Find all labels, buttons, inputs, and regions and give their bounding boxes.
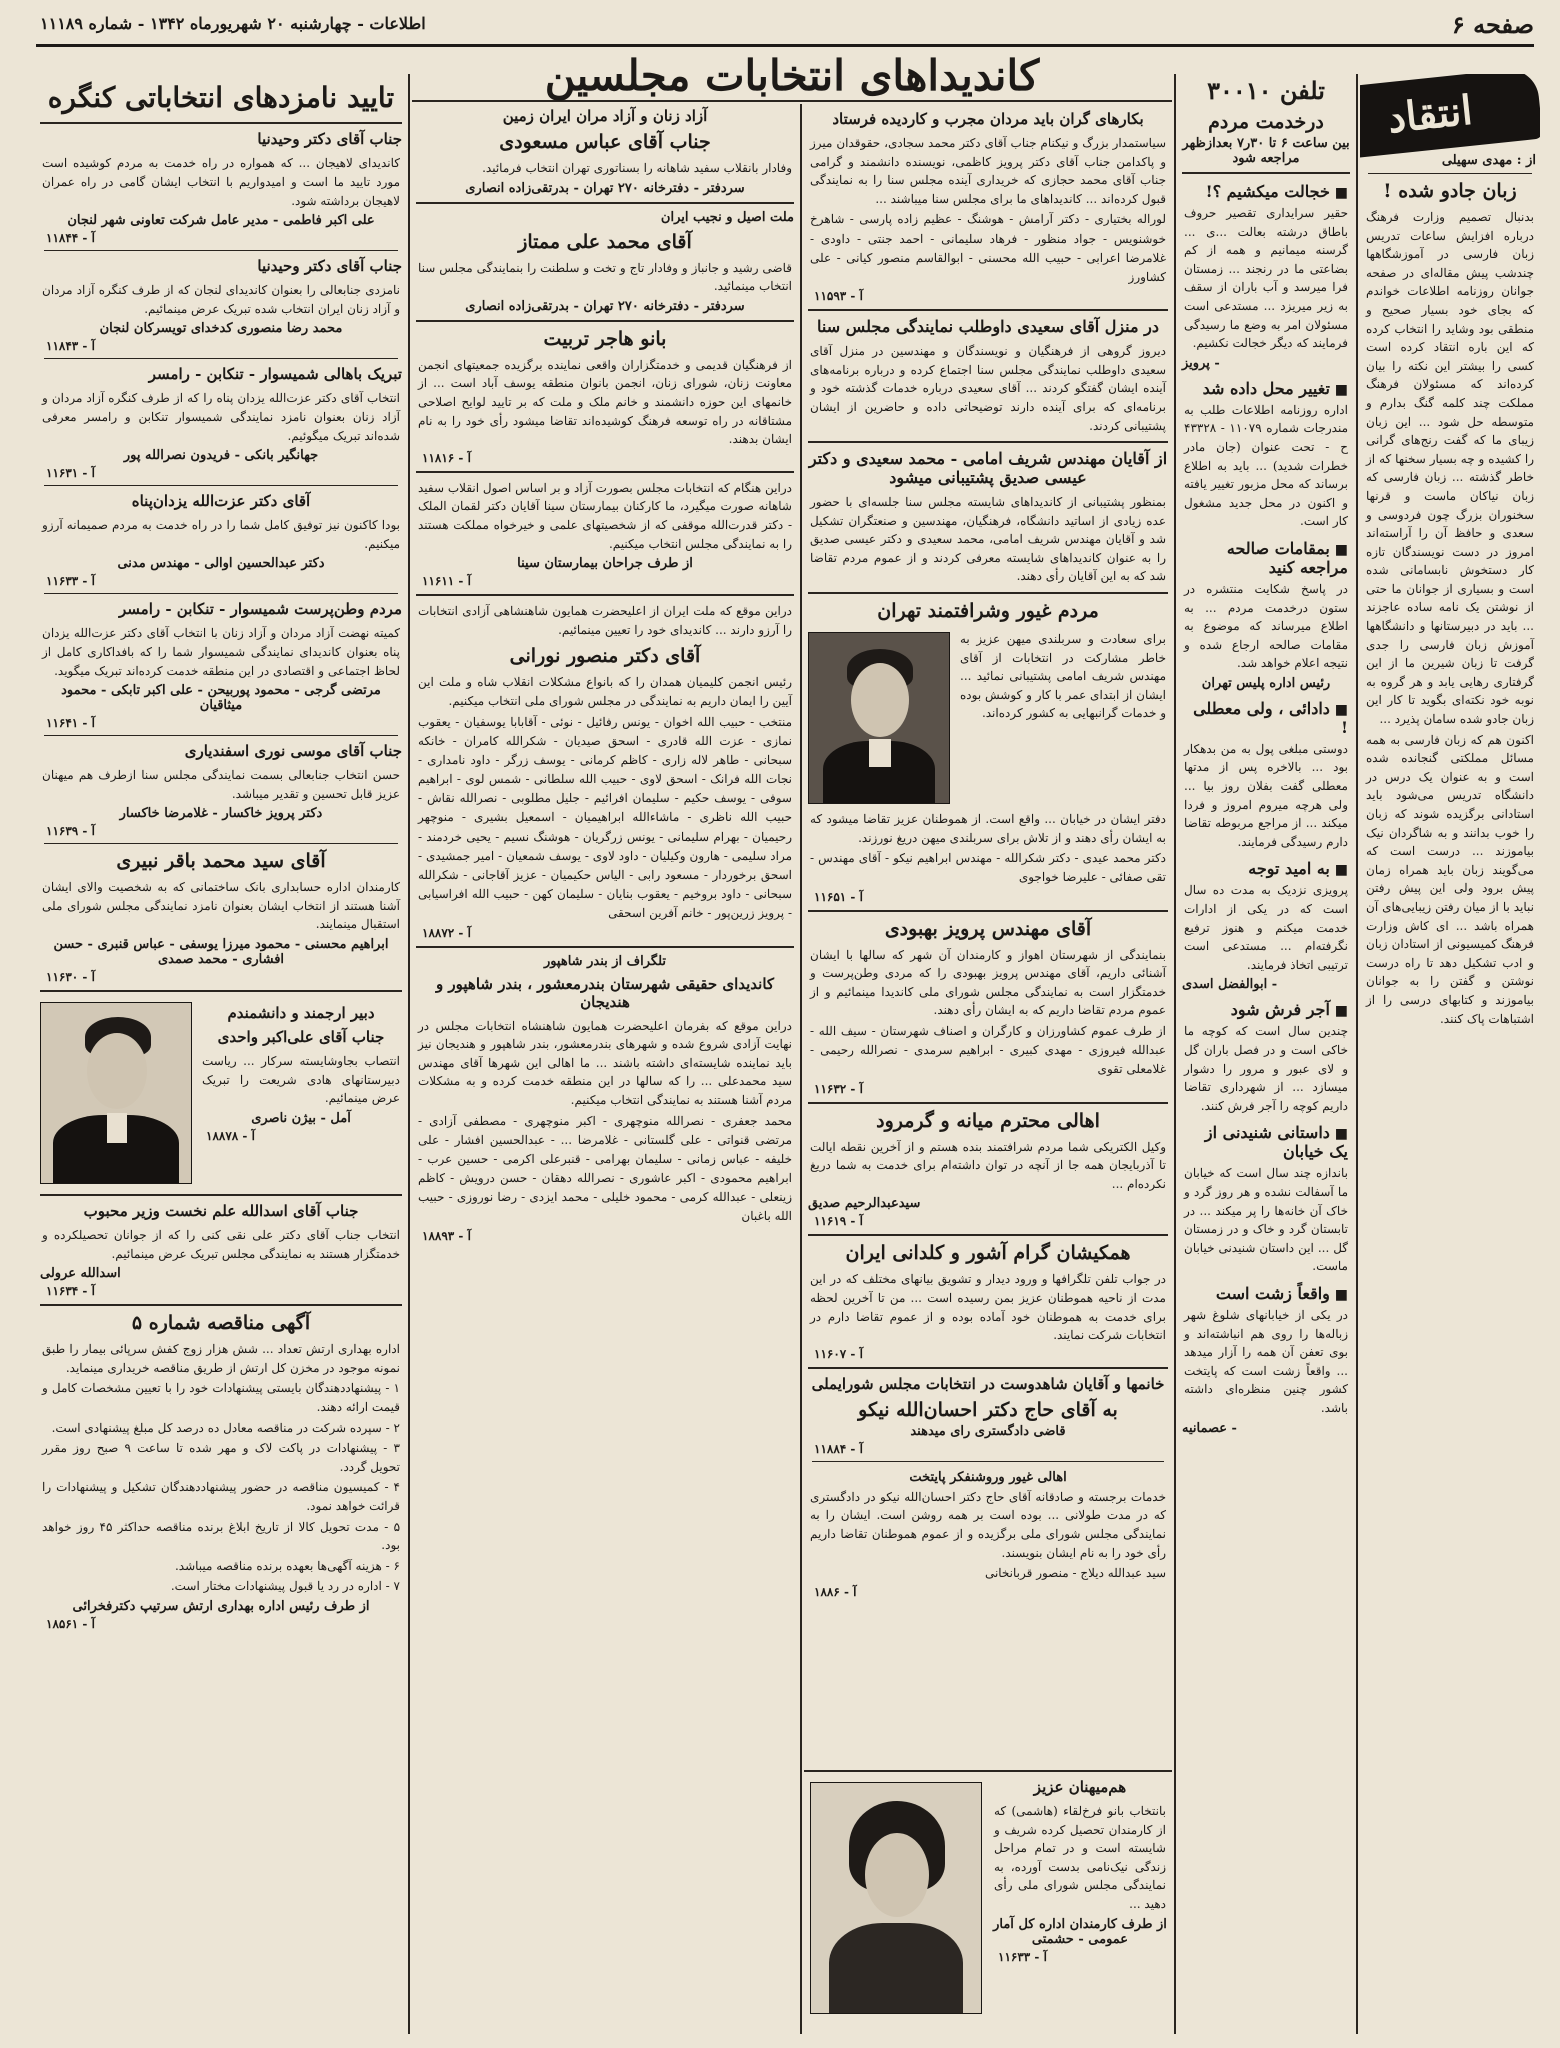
page-header xyxy=(0,0,1560,50)
main-title: کاندیداهای انتخابات مجلسین xyxy=(412,52,1172,102)
item-body: نامزدی جنابعالی را بعنوان کاندیدای لنجان که از طرف کنگره آزاد مردان و آزاد زنان ایران انتخاب شده تبریک عرض مینمائیم. xyxy=(42,283,400,316)
noorani-names: منتخب - حبیب الله اخوان - یونس رفائیل - نوئی - آقابابا یوسفیان - یعقوب نمازی - عزت الله قادری - اسحق صیدیان - شکرالله کامران - خانکه سبحانی - طاهر لاله زاری - کاظم کرمانی - یوسف زرگر - داود نامداری - نجات الله فرانک - اسحق لاوی - حبیب الله سلطانی - شمس لوی - ابراهیم سوفی - یوسف حکیم - سلیمان افرائیم - جلیل مطلوبی - نصرالله نقاش - حبیب الله ناظری - ماشاءالله ابراهیمیان - اسمعیل بشیری - منوچهر رحیمیان - بهرام سلیمانی - یونس زرگریان - هوشنگ نسیم - یحیی خردمند - مراد سلیمی - هارون وکیلیان - داود لاوی - یوسف شمعیان - امیر جمشیدی - اسحق برخوردار - مسعود رابی - الیاس حکیمیان - عزیز آقاجانی - شکرالله سبحانی - داود بروخیم - یعقوب بنایان - سلیمان کهن - حبیب الله افراسیابی - پرویز زرین‌پور - خانم آفرین اسحقی xyxy=(418,714,792,921)
mianeh-sign: سیدعبدالرحیم صدیق xyxy=(808,1196,921,1212)
item-body: کمیته نهضت آزاد مردان و آزاد زنان با انتخاب آقای دکتر عزت‌الله یزدان پناه بعنوان کاندیدای نمایندگی شمیسوار شما را که بافداکاری کامل از لحاظ اجتماعی و اقتصادی در این منطقه خدمت کرده‌اند تبریک میگوید. xyxy=(42,626,400,678)
ad-ref: آ - ۱۱۵۹۳ xyxy=(814,289,863,304)
header-rule xyxy=(36,44,1534,47)
complaint-sign: - پرویز xyxy=(1182,355,1220,371)
congress-item xyxy=(36,850,406,984)
complaint-body: در یکی از خیابانهای شلوغ شهر زباله‌ها را روی هم انباشته‌اند و بوی تعفن آن همه را آزار میدهد ... واقعاً زشت است که پایتخت کشور چنین منظره‌ای داشته باشد. xyxy=(1184,1307,1348,1415)
ghayour-title: مردم غیور وشرافتمند تهران xyxy=(877,600,1099,623)
ad-ref: آ - ۱۱۸۱۶ xyxy=(422,450,471,465)
complaint-body: باندازه چند سال است که خیابان ما آسفالت نشده و هر روز گرد و خاک آن خانه‌ها را پر میکند ... در تابستان گرد و خاک و در زمستان گل ... این داستان شنیدنی خیابان ماست. xyxy=(1184,1166,1348,1274)
author-line: از : مهدی سهیلی xyxy=(1441,153,1536,168)
complaint-body: در پاسخ شکایت منتشره در ستون درخدمت مردم ... به اطلاع میرساند که موضوع به مقامات صالحه ارجاع شده و نتیجه اعلام خواهد شد. xyxy=(1184,581,1348,671)
ad-ref: آ - ۱۱۶۰۷ xyxy=(814,1346,863,1361)
intro-heading: بکارهای گران باید مردان مجرب و کاردیده فرستاد xyxy=(832,110,1144,128)
ad-ref: آ - ۱۸۵۶۱ xyxy=(46,1616,95,1631)
bandar-title: کاندیدای حقیقی شهرستان بندرمعشور ، بندر شاهپور و هندیجان xyxy=(435,974,775,1011)
complaint-body: پرویزی نزدیک به مدت ده سال است که در یکی از ادارات خدمت میکنم و هنوز ترفیع نگرفته‌ام ... مستدعی است ترتیبی اتخاذ فرمایند. xyxy=(1184,883,1348,972)
bandar-names: محمد جعفری - نصرالله منوچهری - اکبر منوچهری - مصطفی آزادی - مرتضی قنواتی - علی گلستانی - غلامرضا ... - عبدالحسین افشار - علی خلیفه - عباس زمانی - سلیمان بهرامی - قنبرعلی اکرمی - حسین عرب - ابراهیم محمودی - اکبر عاشوری - نصرالله دهقان - حسن درویش - کاظم زینعلی - عبدالله کرمی - محمود خلیلی - محمد ایزدی - رضا نوروزی - حبیب الله باغبان xyxy=(418,1113,792,1224)
behboodi-names: از طرف عموم کشاورزان و کارگران و اصناف شهرستان - سیف الله - عبدالله فیروزی - مهدی کبیری - ابراهیم سرمدی - نصرالله رحیمی - غلامعلی تقوی xyxy=(810,1024,1166,1077)
article-title: زبان جادو شده ! xyxy=(1383,180,1517,202)
woman-ad xyxy=(804,1770,1172,2036)
issue-info: اطلاعات - چهارشنبه ۲۰ شهریورماه ۱۳۴۲ - شماره ۱۱۱۸۹ xyxy=(40,14,426,33)
masoudi-office: سردفتر - دفترخانه ۲۷۰ تهران - بدرتقی‌زاده انصاری xyxy=(465,180,745,196)
article-body-continued: اکنون هم که زبان فارسی به همه مسائل مملکتی گنجانده شده است و به عنوان یک درس در دانشگاه تدریس می‌شود باید استادانی برگزیده شوند که زبان را خوب بدانند و به شاگردان نیک بیاموزند ... درست است که می‌گویند زبان باید همراه زمان پیش برود ولی این پیش رفتن نباید با از میان رفتن زیبایی‌های آن همراه باشد ... ای کاش وزارت فرهنگ کمیسیونی از استادان زبان و ادب تشکیل دهد تا راه درست نوشتن و گفتن را به جوانان بیاموزند و کتابهای درسی را از اشتباهات پاک کنند. xyxy=(1366,732,1534,1026)
item-body: انتخاب آقای دکتر عزت‌الله یزدان پناه را که از طرف کنگره آزاد مردان و آزاد زنان بعنوان نامزد نمایندگی شمیسوار تنکابن و رامسر معرفی شده‌اند تبریک میگوئیم. xyxy=(42,391,400,443)
item-title: تبریک باهالی شمیسوار - تنکابن - رامسر xyxy=(148,365,402,384)
tender-item: ۲ - سپرده شرکت در مناقصه معادل ده درصد کل مبلغ پیشنهادی است. xyxy=(51,1420,400,1435)
nikoo-body: خدمات برجسته و صادقانه آقای حاج دکتر احسان‌الله نیکو در دادگستری که در مدت طولانی ... بوده است بر همه روشن است. ایشان را به نمایندگی مجلس شورای ملی برگزیده و از عموم هموطنان تقاضا داریم رأی خود را به نام ایشان بنویسند. xyxy=(810,1489,1166,1560)
item-title: مردم وطن‌پرست شمیسوار - تنکابن - رامسر xyxy=(119,600,402,619)
item-title: جناب آقای موسی نوری اسفندیاری xyxy=(184,742,402,761)
item-sign: دکتر عبدالحسین اوالی - مهندس مدنی xyxy=(117,556,325,572)
nikoo-title: خانمها و آقایان شاهدوست در انتخابات مجلس شورایملی xyxy=(811,1374,1165,1393)
ad-ref: آ - ۱۱۸۸۴ xyxy=(814,1441,863,1456)
candidate-portrait xyxy=(808,632,950,804)
candidates-body: بمنظور پشتیبانی از کاندیداهای شایسته مجلس سنا جلسه‌ای با حضور عده زیادی از اساتید دانشگاه، فرهنگیان، مهندسین و صنعتگران تشکیل شد و آقایان مهندس شریف امامی، محمد سعیدی و دکتر عیسی صدیق را به عنوان کاندیداهای شایسته معرفی کردند و از عموم مردم تقاضا شد که به این آقایان رأی دهند. xyxy=(810,495,1166,584)
ad-ref: آ - ۱۱۶۳۰ xyxy=(46,970,95,985)
ad-ref: آ - ۱۱۶۳۱ xyxy=(46,466,95,481)
behboodi-body: بنمایندگی از شهرستان اهواز و کارمندان آن شهر که سالها با ایشان آشنائی داریم، آقای مهندس پرویز بهبودی را که مردی وطن‌پرست و خدمتگزار است به نمایندگی مجلس شورای ملی کاندیدا مینمائیم و از عموم مردم تقاضا داریم که به ایشان رأی دهند. xyxy=(810,947,1166,1018)
complaint-item xyxy=(1178,699,1354,852)
ad-ref: آ - ۱۱۶۳۲ xyxy=(814,1081,863,1096)
alam-body: انتخاب جناب آقای دکتر علی نقی کنی را که از جوانان تحصیلکرده و خدمتگزار هستند به نمایندگی مجلس تبریک عرض مینمائیم. xyxy=(42,1228,400,1261)
complaint-title: ■ به امید توجه xyxy=(1184,859,1348,878)
column-rule xyxy=(408,74,410,2034)
critique-logo: انتقاد xyxy=(1360,74,1540,161)
tender-sign: از طرف رئیس اداره بهداری ارتش سرتیپ دکترفخرائی xyxy=(72,1598,370,1614)
item-title: آقای سید محمد باقر نبیری xyxy=(116,850,326,873)
candidates-column-a xyxy=(804,104,1172,2034)
ad-ref: آ - ۱۱۶۳۳ xyxy=(46,574,95,589)
ad-ref: آ - ۱۸۸۷۸ xyxy=(206,1128,255,1143)
complaint-item xyxy=(1178,1000,1354,1115)
alam-title: جناب آقای اسدالله علم نخست وزیر محبوب xyxy=(83,1202,359,1221)
item-sign: ابراهیم محسنی - محمود میرزا یوسفی - عباس قنبری - حسن افشاری - محمد صمدی xyxy=(53,937,389,968)
complaint-item xyxy=(1178,859,1354,992)
intro-names: لوراله بختیاری - دکتر آرامش - هوشنگ - عظیم زاده پارسی - شاهرخ خوشنویس - جواد منظور - فرهاد سلیمانی - احمد جنتی - داودی - غلامرضا اعرابی - حبیب الله محسنی - ابوالقاسم منصور کیانی - علی کشاورز xyxy=(810,212,1166,284)
public-service-column xyxy=(1178,74,1354,2034)
complaint-body: دوستی مبلغی پول به من بدهکار بود ... بالاخره پس از مدتها معطلی گفت بفلان روز بیا ... ولی هرچه میروم امروز و فردا میکند ... از مراجع مربوطه تقاضا دارم رسیدگی فرمایند. xyxy=(1184,741,1348,849)
ad-ref: آ - ۱۸۸۷۲ xyxy=(422,925,471,940)
ashur-title: همکیشان گرام آشور و کلدانی ایران xyxy=(845,1242,1131,1265)
bandar-body: دراین موقع که بفرمان اعلیحضرت همایون شاهنشاه انتخابات مجلس در نهایت آزادی شروع شده و شهرهای بندرمعشور، بندر شاهپور و هندیجان نیز باید نماینده شایسته‌ای داشته باشند ... ما اهالی این شهرها آقای مهندس سید محمدعلی ... را که سالها در این منطقه خدمت کرده و به مشکلات مردم آشنا هستند به نمایندگی انتخاب میکنیم. xyxy=(418,1018,792,1107)
candidate-portrait xyxy=(810,1782,982,2014)
ad-ref: آ - ۱۱۸۴۳ xyxy=(46,339,95,354)
item-sign: محمد رضا منصوری کدخدای تویسرکان لنجان xyxy=(99,321,343,337)
saeedi-title: در منزل آقای سعیدی داوطلب نمایندگی مجلس سنا xyxy=(816,317,1159,337)
complaint-sign: - عصمانیه xyxy=(1182,1420,1237,1436)
intro-body: سیاستمدار بزرگ و نیکنام جناب آقای دکتر محمد سجادی، حقوقدان میرز و پاکدامن جناب آقای دکتر پرویز کاظمی، نویسنده دانشمند و گرامی جناب آقای محمد حجازی که خریداری آینده مجلس سنا را به نمایندگی قبول کرده‌اند ... کاندیداهای ما برای مجلس سنا میباشند ... xyxy=(810,136,1166,206)
complaint-body: اداره روزنامه اطلاعات طلب به مندرجات شماره ۱۱۰۷۹ - ۴۳۳۲۸ ح - تحت عنوان (جان مادر خطرات شدید) ... باید به اطلاع برساند که محل مزبور تغییر یافته و اکنون در محل جدید مشغول کار است. xyxy=(1184,402,1348,529)
congress-item xyxy=(36,130,406,245)
congress-title: تایید نامزدهای انتخاباتی کنگره xyxy=(47,81,395,114)
woman-title: هم‌میهنان عزیز xyxy=(1033,1778,1127,1796)
item-sign: علی اکبر فاطمی - مدیر عامل شرکت تعاونی شهر لنجان xyxy=(67,213,375,229)
complaint-item xyxy=(1178,182,1354,371)
column-rule xyxy=(1174,74,1176,2034)
item-body: کاندیدای لاهیجان ... که همواره در راه خدمت به مردم کوشیده است مورد تایید ما است و امیدواریم با انتخاب ایشان گامی در راه عمران لاهیجان برداشته شود. xyxy=(42,156,400,208)
complaint-item xyxy=(1178,1284,1354,1436)
nikoo-sub: به آقای حاج دکتر احسان‌الله نیکو xyxy=(858,1398,1118,1421)
masoudi-title: جناب آقای عباس مسعودی xyxy=(499,131,711,153)
person-portrait xyxy=(40,1002,192,1184)
hospital-sign: از طرف جراحان بیمارستان سینا xyxy=(517,556,693,572)
hajar-title: بانو هاجر تربیت xyxy=(543,327,667,350)
tender-title: آگهی مناقصه شماره ۵ xyxy=(131,1312,311,1335)
item-sign: جهانگیر بانکی - فریدون نصرالله پور xyxy=(123,448,319,464)
item-body: بودا کاکنون نیز توفیق کامل شما را در راه خدمت به مردم صمیمانه آرزو میکنیم. xyxy=(42,518,400,551)
tender-item: ۴ - کمیسیون مناقصه در حضور پیشنهاددهندگان تشکیل و پیشنهادات را قرائت خواهد نمود. xyxy=(42,1480,400,1514)
ghayour-block xyxy=(804,628,1172,808)
service-hours: بین ساعت ۶ تا ۳۰ر۷ بعدازظهر مراجعه شود xyxy=(1182,136,1350,166)
momtaz-title: آقای محمد علی ممتاز xyxy=(518,230,692,253)
item-sign: مرتضی گرجی - محمود پوربیحن - علی اکبر تابکی - محمود میثاقیان xyxy=(61,683,381,714)
nikoo-role: قاضی دادگستری رای میدهند xyxy=(910,1423,1066,1439)
complaint-item xyxy=(1178,379,1354,531)
tender-body: اداره بهداری ارتش تعداد ... شش هزار زوج کفش سرپائی بیمار را طبق نمونه موجود در مخزن کل ارتش از طریق مناقصه خریداری مینماید. xyxy=(42,1342,400,1375)
ad-ref: آ - ۱۱۶۱۱ xyxy=(422,574,471,589)
ad-ref: آ - ۱۸۸۹۳ xyxy=(422,1228,471,1243)
column-rule xyxy=(1356,74,1358,2034)
ghayour-body: برای سعادت و سربلندی میهن عزیز به خاطر مشارکت در انتخابات از آقای مهندس شریف امامی پشتیبانی نمائید ... ایشان از ابتدای عمر با کار و کوشش بوده و خدمات گرانبهایی به کشور کرده‌اند. xyxy=(960,632,1166,721)
congress-item xyxy=(36,742,406,838)
vahedi-body: انتصاب بجاوشایسته سرکار ... ریاست دبیرستانهای هادی شریعت را تبریک عرض مینمائیم. xyxy=(202,1054,400,1106)
complaint-item xyxy=(1178,539,1354,691)
nikoo-block xyxy=(804,1467,1172,1602)
vahedi-name: جناب آقای علی‌اکبر واحدی xyxy=(217,1028,385,1047)
tender-item: ۱ - پیشنهاددهندگان بایستی پیشنهادات خود را با تعیین مشخصات کامل و قیمت ارائه دهند. xyxy=(42,1381,400,1415)
ad-ref: آ - ۱۱۸۴۴ xyxy=(46,231,95,246)
complaint-sign: - ابوالفضل اسدی xyxy=(1182,977,1278,993)
complaint-body: چندین سال است که کوچه ما خاکی است و در فصل باران گل و لای عبور و مرور را دشوار میسازد ... از شهرداری تقاضا داریم کوچه را آجر فرش کنند. xyxy=(1184,1024,1348,1113)
congress-item xyxy=(36,492,406,588)
hospital-body: دراین هنگام که انتخابات مجلس بصورت آزاد و بر اساس اصول انقلاب سفید شاهانه صورت میگیرد، ما کارکنان بیمارستان سینا آقایان دکتر لقمان الملک - دکتر قدرت‌الله موقفی که از شخصیتهای علمی و خیرخواه مملکت هستند را به نمایندگی مجلس انتخاب میکنیم. xyxy=(418,480,792,551)
bandar-intro: تلگراف از بندر شاهپور xyxy=(543,953,667,969)
tender-item: ۳ - پیشنهادات در پاکت لاک و مهر شده تا ساعت ۹ صبح روز مقرر تحویل گردد. xyxy=(42,1441,400,1474)
vahedi-title: دبیر ارجمند و دانشمندم xyxy=(227,1004,375,1023)
complaint-title: ■ آجر فرش شود xyxy=(1184,1000,1348,1019)
column-rule xyxy=(800,104,802,2034)
ad-ref: آ - ۱۱۶۵۱ xyxy=(814,889,863,904)
item-sign: دکتر پرویز خاکسار - غلامرضا خاکسار xyxy=(119,806,323,822)
complaint-title: ■ بمقامات صالحه مراجعه کنید xyxy=(1184,539,1348,577)
masoudi-body: وفادار بانقلاب سفید شاهانه را بسناتوری تهران انتخاب فرمائید. xyxy=(482,161,792,175)
mianeh-title: اهالی محترم میانه و گرمرود xyxy=(876,1109,1100,1132)
vahedi-ad xyxy=(36,998,406,1188)
congress-item xyxy=(36,600,406,730)
complaint-title: ■ داستانی شنیدنی از یک خیابان xyxy=(1184,1123,1348,1161)
item-body: کارمندان اداره حسابداری بانک ساختمانی که به شخصیت والای ایشان آشنا هستند از انتخاب ایشان بعنوان نامزد نمایندگی مجلس شورای ملی استقبال مینمایند. xyxy=(42,880,400,932)
bottom-split xyxy=(804,1467,1172,1602)
congress-item xyxy=(36,365,406,480)
tender-item: ۶ - هزینه آگهی‌ها بعهده برنده مناقصه میباشد. xyxy=(174,1558,400,1573)
momtaz-office: سردفتر - دفترخانه ۲۷۰ تهران - بدرتقی‌زاده انصاری xyxy=(465,298,745,314)
complaint-title: ■ واقعاً زشت است xyxy=(1184,1284,1348,1303)
ghayour-names: دکتر محمد عیدی - دکتر شکرالله - مهندس ابراهیم نیکو - آقای مهندس - تقی صفائی - علیرضا خواجوی xyxy=(810,851,1166,885)
critique-column xyxy=(1360,74,1540,2034)
complaint-title: ■ دادائی ، ولی معطلی ! xyxy=(1184,699,1348,737)
item-title: جناب آقای دکتر وحیدنیا xyxy=(257,257,402,276)
ad-ref: آ - ۱۱۶۳۳ xyxy=(998,1949,1047,1964)
saeedi-body: دیروز گروهی از فرهنگیان و نویسندگان و مهندسین در منزل آقای سعیدی داوطلب نمایندگی مجلس سنا اجتماع کرده و درباره برنامه‌های آینده ایشان گفتگو کردند ... آقای سعیدی درباره خدمات گذشته خود و برنامه‌ای که برای آینده دارند توضیحاتی داده و حاضرین از ایشان پشتیبانی کردند. xyxy=(810,344,1166,433)
candidates-title: از آقایان مهندس شریف امامی - محمد سعیدی و دکتر عیسی صدیق پشتیبانی میشود xyxy=(808,449,1168,488)
woman-body: بانتخاب بانو فرخ‌لقاء (هاشمی) که از کارمندان تحصیل کرده شریف و شایسته است و در تمام مراحل زندگی نیک‌نامی بدست آورده، به نمایندگی مجلس شورای ملی رأی دهید ... xyxy=(994,1804,1166,1911)
item-title: آقای دکتر عزت‌الله یزدان‌پناه xyxy=(131,492,311,511)
momtaz-body: قاضی رشید و جانباز و وفادار تاج و تخت و سلطنت را بنمایندگی مجلس سنا انتخاب مینمائید. xyxy=(418,260,792,294)
phone-title: تلفن ۳۰۰۱۰ xyxy=(1207,76,1325,105)
item-title: جناب آقای دکتر وحیدنیا xyxy=(257,130,402,149)
congress-item xyxy=(36,257,406,353)
nikoo-names: سید عبدالله دیلاج - منصور قربانخانی xyxy=(984,1566,1166,1581)
page-number: صفحه ۶ xyxy=(1451,10,1534,39)
ad-ref: آ - ۱۱۶۳۹ xyxy=(46,824,95,839)
tender-item: ۷ - اداره در رد یا قبول پیشنهادات مختار است. xyxy=(170,1579,400,1594)
ghayour-body-continued: دفتر ایشان در خیابان ... واقع است. از هموطنان عزیز تقاضا میشود که به ایشان رأی دهند و از تلاش برای سربلندی میهن دریغ نورزند. xyxy=(810,812,1166,845)
service-title: درخدمت مردم xyxy=(1208,111,1324,133)
congress-column xyxy=(36,74,406,2034)
noorani-title: آقای دکتر منصور نورانی xyxy=(509,645,701,668)
alam-sign: اسدالله عرولی xyxy=(40,1266,121,1282)
vahedi-sign: آمل - بیژن ناصری xyxy=(251,1110,351,1126)
article-body: بدنبال تصمیم وزارت فرهنگ درباره افزایش ساعات تدریس زبان فارسی در آموزشگاهها چندشب پیش مقاله‌ای در صفحه جوانان روزنامه اطلاعات خواندم که بجای خود بسیار صحیح و منطقی بود وشاید را انتخاب کرده که این باره انتقاد کرده است کسی را بیشتر این نکته را بیان کرده‌اند که مسئولان فرهنگ مملکت چند کلمه گنگ بدارم و متوسطه حل شود ... این زبان زیبای ما که گفت رنج‌های گرانی را کشیده و چه بسیار سخنها که از خاطر گذشته ... زبان فارسی که زبان نیاکان ماست و قرنها سخنوران بزرگ چون فردوسی و سعدی و حافظ آن را آراسته‌اند امروز در دست نویسندگان تازه کار دستخوش نابسامانی شده است و بسیاری از جوانان ما حتی از نوشتن یک نامه ساده عاجزند ... باید در دبیرستانها و دانشگاهها آموزش زبان فارسی را جدی گرفت تا زبان شیرین ما از این گرفتاری رهایی یابد و هر گروه به نوبه خود نکته‌ای بگوید تا کار این زبان جادو شده سامان پذیرد ... xyxy=(1366,210,1534,727)
complaint-item xyxy=(1178,1123,1354,1276)
ad-ref: آ - ۱۱۶۳۴ xyxy=(46,1284,95,1299)
complaint-title: ■ خجالت میکشیم ؟! xyxy=(1184,182,1348,201)
tender-item: ۵ - مدت تحویل کالا از تاریخ ابلاغ برنده مناقصه حداکثر ۴۵ روز خواهد بود. xyxy=(42,1519,401,1553)
complaint-title: ■ تغییر محل داده شد xyxy=(1184,379,1348,398)
complaint-body: حقیر سرایداری تقصیر حروف باطاق درشته بعالت ...ی ... گرسنه میمانیم و همه از کم بضاعتی ما در رنجند ... زمستان فرا میرسد و آب باران از سقف به زیر میریزد ... مستدعی است مسئولان امر به وضع ما رسیدگی فرمایند که دیگر خجالت نکشیم. xyxy=(1184,206,1348,351)
nikoo-note: اهالی غیور وروشنفکر پایتخت xyxy=(909,1469,1067,1485)
momtaz-intro: ملت اصیل و نجیب ایران xyxy=(660,209,794,225)
complaint-sign: رئیس اداره پلیس تهران xyxy=(1201,675,1331,691)
woman-sign: از طرف کارمندان اداره کل آمار عمومی - حشمتی xyxy=(993,1916,1167,1947)
ad-ref: آ - ۱۸۸۶ xyxy=(814,1585,857,1600)
ad-ref: آ - ۱۱۶۴۱ xyxy=(46,716,95,731)
noorani-body: رئیس انجمن کلیمیان همدان را که بانواع مشکلات انقلاب شاه و ملت این آیین را ایمان داریم به نمایندگی در مجلس شورای ملی انتخاب میکنیم. xyxy=(418,675,792,708)
mianeh-body: وکیل الکتریکی شما مردم شرافتمند بنده هستم و از آخرین نقطه ایالت تا آذربایجان همه جا از آنچه در توان داشته‌ام برای خدمت به شما دریغ نکرده‌ام ... xyxy=(810,1139,1166,1191)
behboodi-title: آقای مهندس پرویز بهبودی xyxy=(884,917,1092,940)
noorani-intro: دراین موقع که ملت ایران از اعلیحضرت همایون شاهنشاهی آزادی انتخابات را آرزو دارند ... کاندیدای خود را تعیین مینمائیم. xyxy=(418,604,792,637)
hajar-body: از فرهنگیان قدیمی و خدمتگزاران واقعی نماینده برگزیده جمعیتهای انجمن معاونت زنان، شورای زنان، انجمن بانوان منطقه یوسف آباد است ... از خانمهای این حوزه دانشمند و خانم ملک و ملت که بر تایید لوایح اصلاحی مشتاقانه در راه توسعه فرهنگ کوشیده‌اند تقاضا میشود رأی خود را به نام ایشان بدهند. xyxy=(418,357,792,447)
ad-ref: آ - ۱۱۶۱۹ xyxy=(814,1214,863,1229)
ashur-body: در جواب تلفن تلگرافها و ورود دیدار و تشویق بیانهای مختلف که در این مدت از ناحیه هموطنان عزیز بمن رسیده است ... من تا آخرین لحظه برای خدمت به هموطنان خود آماده بوده و از عموم تقاضا دارم در انتخابات شرکت نمایند. xyxy=(810,1272,1166,1343)
candidates-column-b xyxy=(412,104,798,2034)
masoudi-intro: آزاد زنان و آزاد مران ایران زمین xyxy=(502,107,708,125)
item-body: حسن انتخاب جنابعالی بسمت نمایندگی مجلس سنا ازطرف هم میهنان عزیز قابل تحسین و تقدیر میباشد. xyxy=(42,768,400,801)
